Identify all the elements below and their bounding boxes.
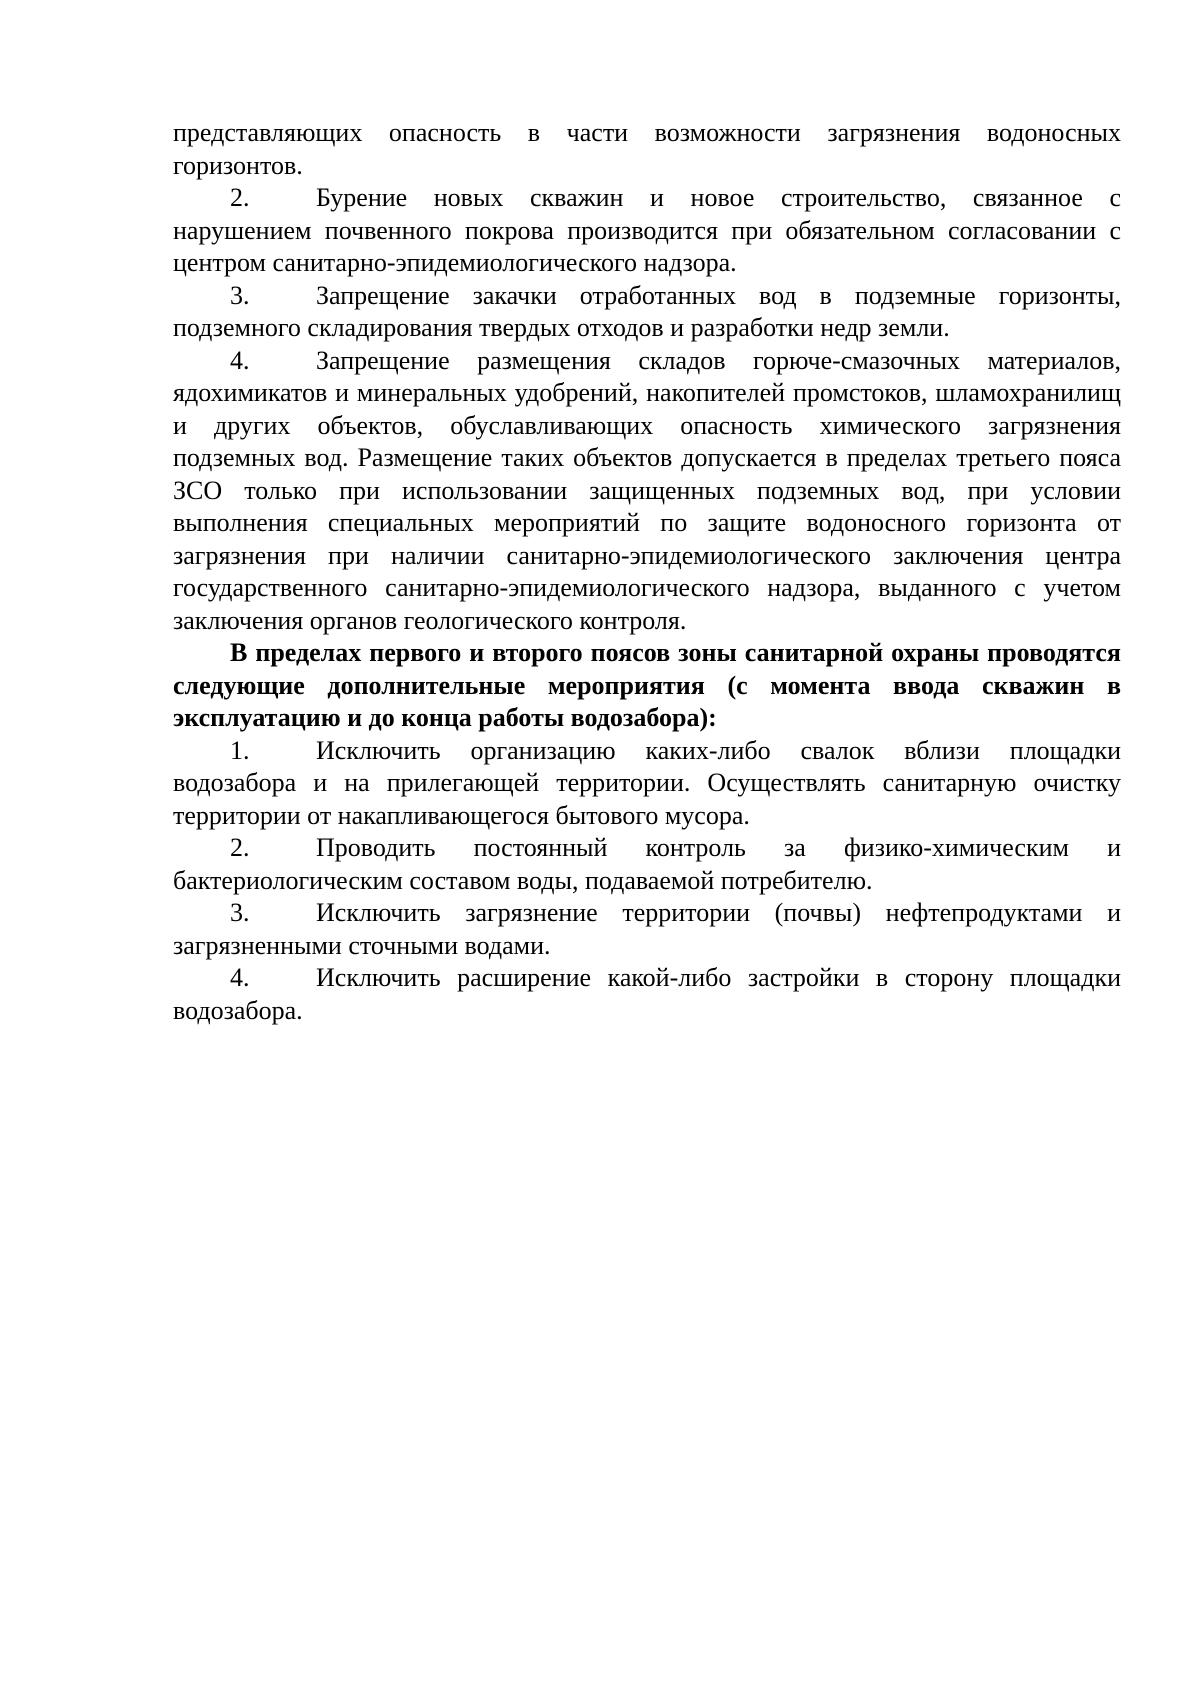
list-item-text: Исключить организацию каких-либо свалок вблизи площадки водозабора и на прилегающей территории. Осуществлять санитарную очистку территории от накапливающегося бытового мусора.: [173, 735, 1121, 830]
list-item-text: Исключить расширение какой-либо застройки в сторону площадки водозабора.: [173, 963, 1121, 1025]
list-item: [173, 832, 1121, 897]
list-item-number: 4.: [230, 963, 250, 992]
intro-paragraph-tail: представляющих опасность в части возможности загрязнения водоносных горизонтов.: [173, 118, 1121, 180]
list-item: [173, 962, 1121, 1027]
list-item-text: Проводить постоянный контроль за физико-химическим и бактериологическим составом воды, подаваемой потребителю.: [173, 833, 1121, 895]
list-item-text: Запрещение закачки отработанных вод в подземные горизонты, подземного складирования твердых отходов и разработки недр земли.: [173, 280, 1121, 342]
list-item: [173, 182, 1121, 280]
list-item-text: Запрещение размещения складов горюче-смазочных материалов, ядохимикатов и минеральных удобрений, накопителей промстоков, шламохранилищ и других объектов, обуславливающих опасность химического загрязнения подземных вод. Размещение таких объектов допускается в пределах третьего пояса ЗСО только при использовании защищенных подземных вод, при условии выполнения специальных мероприятий по защите водоносного горизонта от загрязнения при наличии санитарно-эпидемиологического заключения центра государственного санитарно-эпидемиологического надзора, выданного с учетом заключения органов геологического контроля.: [173, 345, 1121, 635]
list-item-text: Исключить загрязнение территории (почвы) нефтепродуктами и загрязненными сточными водами.: [173, 898, 1121, 960]
list-item: [173, 735, 1121, 833]
restrictions-list: [173, 182, 1121, 637]
list-item-number: 2.: [230, 833, 250, 862]
section-heading: В пределах первого и второго поясов зоны санитарной охраны проводятся следующие дополнительные мероприятия (с момента ввода скважин в эксплуатацию и до конца работы водозабора):: [173, 638, 1121, 732]
document-body: [173, 117, 1121, 1027]
list-item-number: 2.: [230, 183, 250, 212]
list-item-number: 3.: [230, 898, 250, 927]
list-item: [173, 897, 1121, 962]
list-item-number: 4.: [230, 345, 250, 375]
list-item-number: 3.: [230, 280, 250, 310]
list-item: [173, 345, 1121, 638]
list-item-text: Бурение новых скважин и новое строительство, связанное с нарушением почвенного покрова производится при обязательном согласовании с центром санитарно-эпидемиологического надзора.: [173, 183, 1121, 277]
list-item-number: 1.: [230, 735, 250, 765]
list-item: [173, 280, 1121, 345]
measures-list: [173, 735, 1121, 1028]
